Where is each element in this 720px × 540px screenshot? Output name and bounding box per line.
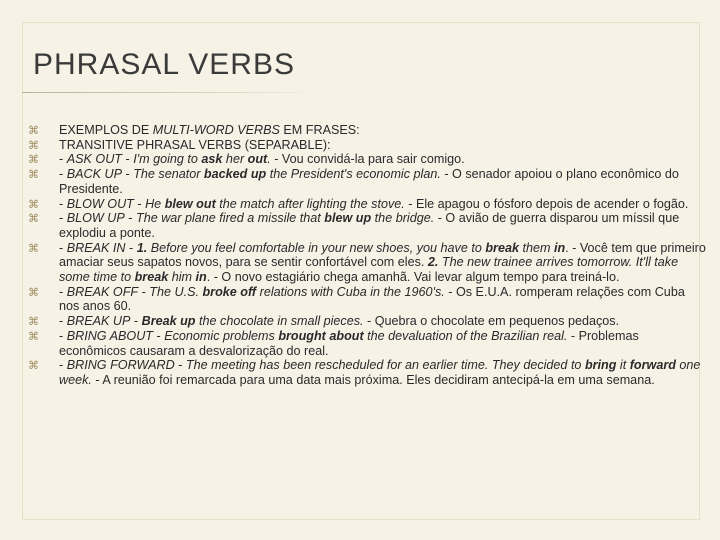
bullet-icon: ⌘ [28, 330, 39, 343]
verb-label: BREAK IN [66, 240, 126, 255]
bullet-icon: ⌘ [28, 242, 39, 255]
text-fragment: - [130, 314, 142, 329]
bullet-icon: ⌘ [28, 360, 39, 373]
title-underline [22, 92, 322, 93]
section-heading: TRANSITIVE PHRASAL VERBS (SEPARABLE): [59, 137, 331, 152]
text-fragment: break [485, 240, 519, 255]
bullet-icon: ⌘ [28, 154, 39, 167]
verb-label: BLOW OUT [66, 196, 134, 211]
text-fragment: her [222, 152, 248, 167]
verb-label: BLOW UP [66, 211, 125, 226]
text-fragment: the chocolate in small pieces. [195, 314, 364, 329]
list-item [28, 285, 708, 314]
list-item [28, 358, 708, 387]
text-fragment: - [59, 167, 67, 182]
text-fragment: the bridge. [371, 211, 435, 226]
text-fragment: - [122, 152, 134, 167]
text-fragment: - [138, 284, 150, 299]
text-fragment: - Ele apagou o fósforo depois de acender o fogão. [404, 196, 689, 211]
text-fragment: forward [629, 358, 676, 373]
text-fragment: brought about [278, 328, 364, 343]
text-fragment: - A reunião foi remarcada para uma data mais próxima. Eles decidiram antecipá-la em uma semana. [91, 372, 655, 387]
slide-title: PHRASAL VERBS [33, 48, 295, 81]
text-fragment: the match after lighting the stove. [215, 196, 405, 211]
text-fragment: bring [584, 358, 617, 373]
list-item [28, 138, 708, 153]
text-fragment: He [145, 196, 165, 211]
text-fragment: relations with Cuba in the 1960's. [256, 284, 445, 299]
text-fragment: break [134, 270, 169, 285]
text-fragment: - [59, 358, 67, 373]
verb-label: BRING FORWARD [66, 358, 175, 373]
text-fragment: out [247, 152, 268, 167]
text-fragment: The senator [133, 167, 204, 182]
text-fragment: blew out [164, 196, 216, 211]
text-fragment: I'm going to [133, 152, 202, 167]
text-fragment: one week. [59, 358, 701, 387]
text-fragment: - Problemas econômicos causaram a desvalorização do real. [59, 328, 639, 358]
text-fragment: the devaluation of the Brazilian real. [363, 328, 568, 343]
text-fragment: 2. [427, 255, 439, 270]
bullet-icon: ⌘ [28, 213, 39, 226]
text-fragment: - [59, 211, 67, 226]
list-item [28, 241, 708, 285]
text-fragment: blew up [324, 211, 372, 226]
verb-label: ASK OUT [66, 152, 122, 167]
text-fragment: The new trainee arrives tomorrow. It'll take some time to [59, 255, 679, 285]
text-fragment: the President's economic plan. [266, 167, 441, 182]
text-fragment: - O avião de guerra disparou um míssil que explodiu a ponte. [59, 211, 680, 240]
bullet-icon: ⌘ [28, 125, 39, 137]
text-fragment: them [518, 240, 554, 255]
text-fragment: - [153, 328, 165, 343]
text-fragment: - [125, 240, 137, 255]
list-item [28, 211, 708, 240]
text-fragment: - [122, 167, 134, 182]
text-fragment: in [553, 240, 566, 255]
text-fragment: - [59, 284, 67, 299]
verb-label: BREAK OFF [66, 284, 139, 299]
text-fragment: - [59, 152, 67, 167]
verb-label: BACK UP [66, 167, 122, 182]
text-fragment: - Os E.U.A. romperam relações com Cuba nos anos 60. [59, 284, 685, 314]
text-fragment: The meeting has been rescheduled for an earlier time. They decided to [185, 358, 585, 373]
text-fragment: . [267, 152, 271, 167]
bullet-icon: ⌘ [28, 169, 39, 182]
text-fragment: him [168, 270, 196, 285]
slide-content [28, 123, 708, 388]
text-fragment: . - O novo estagiário chega amanhã. Vai levar algum tempo para treiná-lo. [206, 270, 620, 285]
text-fragment: 1. [136, 240, 148, 255]
text-fragment: EM FRASES: [279, 123, 360, 137]
bullet-icon: ⌘ [28, 139, 39, 152]
list-item [28, 314, 708, 329]
list-item [28, 329, 708, 358]
text-fragment: - [59, 196, 67, 211]
text-fragment: Before you feel comfortable in your new shoes, you have to [147, 240, 486, 255]
text-fragment: - O senador apoiou o plano econômico do Presidente. [59, 167, 679, 196]
text-fragment: - Quebra o chocolate em pequenos pedaços. [363, 314, 620, 329]
text-fragment: backed up [203, 167, 267, 182]
text-fragment: The war plane fired a missile that [136, 211, 325, 226]
text-fragment: it [616, 358, 630, 373]
text-fragment: in [195, 270, 207, 285]
text-fragment: - [59, 240, 67, 255]
list-item [28, 152, 708, 167]
bullet-icon: ⌘ [28, 198, 39, 211]
text-fragment: MULTI-WORD VERBS [152, 123, 280, 137]
text-fragment: - [124, 211, 136, 226]
verb-label: BREAK UP [66, 314, 131, 329]
text-fragment: ask [201, 152, 223, 167]
text-fragment: - [133, 196, 146, 211]
text-fragment: - [59, 328, 67, 343]
list-item [28, 167, 708, 196]
text-fragment: The U.S. [149, 284, 203, 299]
text-fragment: Economic problems [164, 328, 279, 343]
bullet-icon: ⌘ [28, 286, 39, 299]
text-fragment: . - Você tem que primeiro amaciar seus sapatos novos, para se sentir confortável com eles. [59, 240, 706, 270]
text-fragment: broke off [202, 284, 257, 299]
list-item [28, 197, 708, 212]
text-fragment: - [59, 314, 67, 329]
verb-label: BRING ABOUT [66, 328, 154, 343]
bullet-icon: ⌘ [28, 316, 39, 329]
list-item [28, 123, 708, 138]
text-fragment: EXEMPLOS DE [59, 123, 153, 137]
text-fragment: - [174, 358, 186, 373]
text-fragment: - Vou convidá-la para sair comigo. [270, 152, 465, 167]
text-fragment: Break up [141, 314, 196, 329]
